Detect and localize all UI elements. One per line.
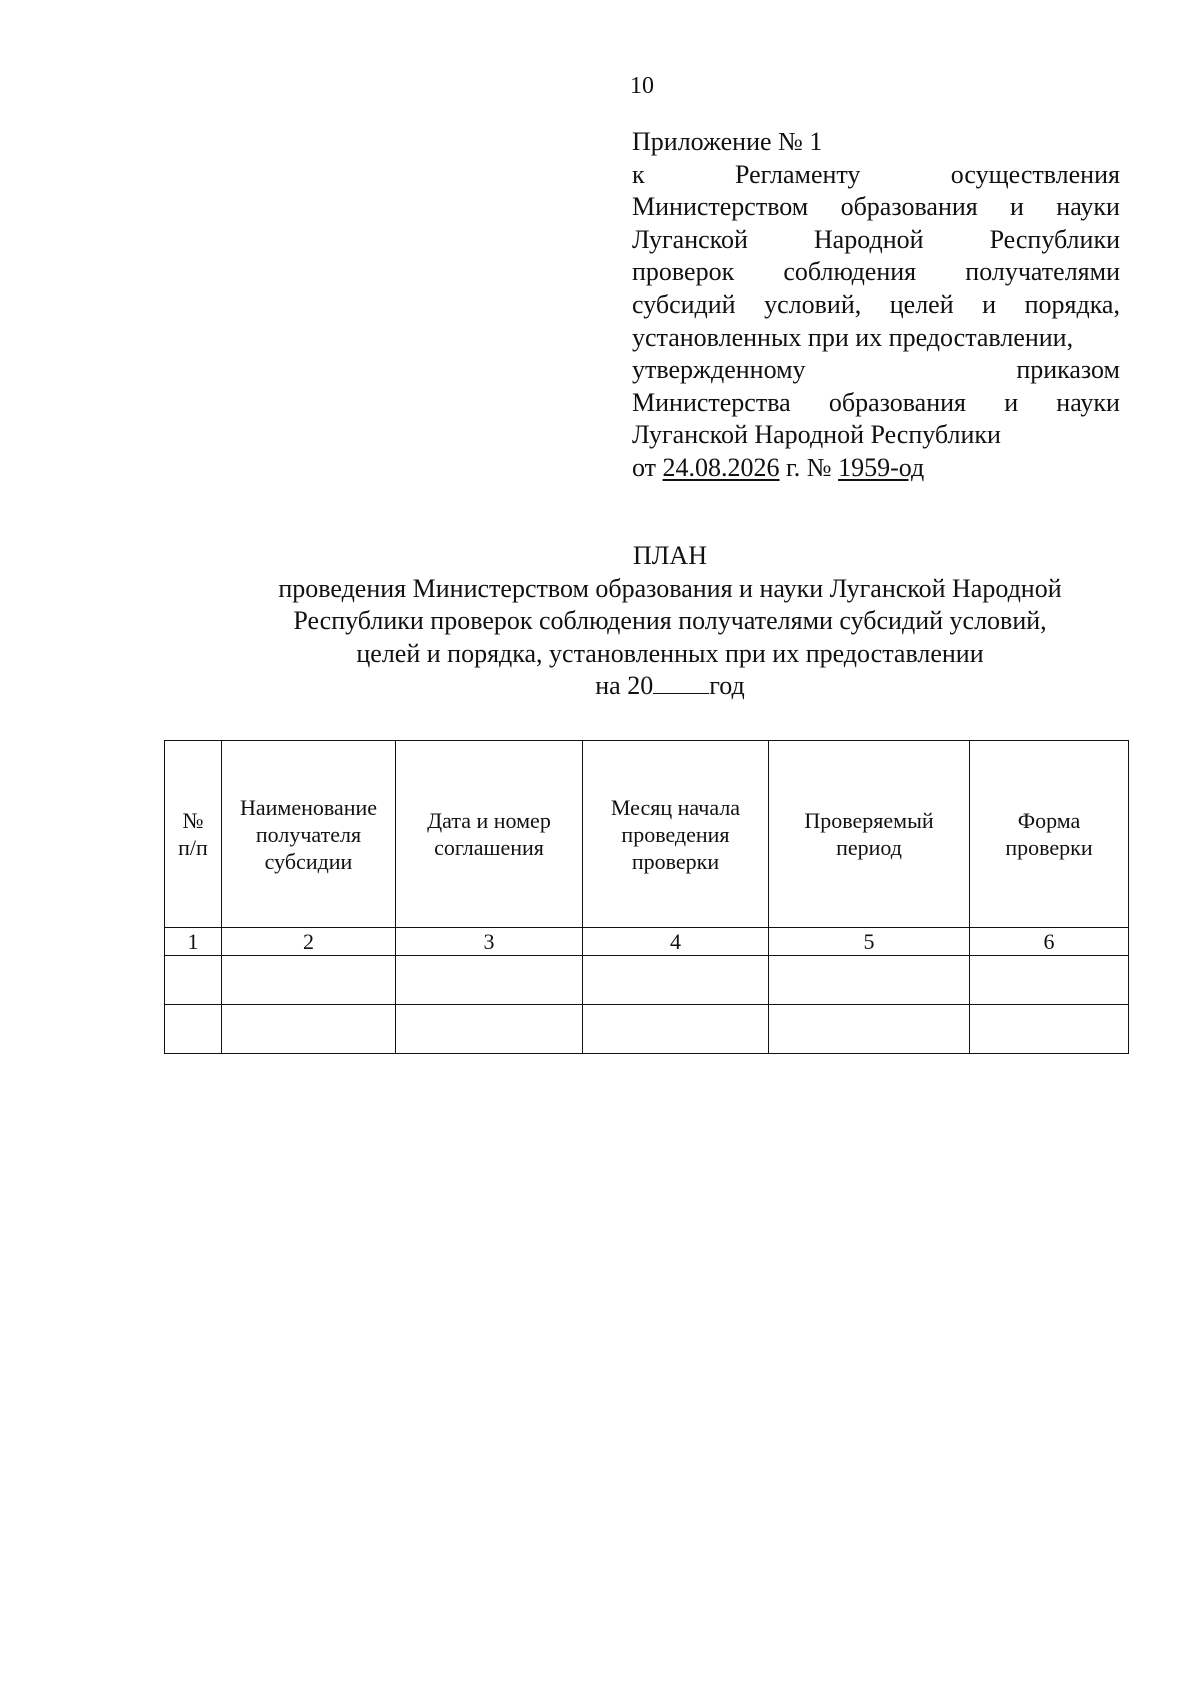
table-cell [396,1005,583,1054]
appendix-line-3: Министерством образования и науки [632,192,1120,222]
table-cell [222,956,396,1005]
header-period: Проверяемый период [769,741,970,928]
appendix-line-10: Луганской Народной Республики [632,420,1001,450]
header-recipient-name: Наименование получателя субсидии [222,741,396,928]
year-blank-field [653,671,709,694]
plan-table [164,740,1129,1054]
page-number: 10 [630,73,654,99]
table-cell [769,956,970,1005]
appendix-date-line: от 24.08.2026 г. № 1959-од [632,452,925,482]
header-start-month: Месяц начала проведения проверки [583,741,769,928]
order-number: 1959-од [838,452,925,482]
table-column-numbers-row [165,928,1129,956]
plan-subtitle-line-1: проведения Министерством образования и науки Луганской Народной [278,573,1062,603]
header-form: Форма проверки [970,741,1129,928]
column-number: 6 [970,928,1129,956]
header-agreement: Дата и номер соглашения [396,741,583,928]
plan-title: ПЛАН [633,541,707,570]
column-number: 4 [583,928,769,956]
table-cell [396,956,583,1005]
appendix-line-7: установленных при их предоставлении, [632,322,1074,352]
appendix-line-9: Министерства образования и науки [632,387,1120,417]
table-cell [583,1005,769,1054]
appendix-line-8: утвержденному приказом [632,355,1120,385]
appendix-block [632,126,1120,485]
header-number: № п/п [165,741,222,928]
table-cell [165,956,222,1005]
plan-subtitle-line-2: Республики проверок соблюдения получателями субсидий условий, [293,606,1047,636]
table-cell [583,956,769,1005]
table-cell [222,1005,396,1054]
table-row [165,1005,1129,1054]
appendix-title: Приложение № 1 [632,127,823,156]
column-number: 1 [165,928,222,956]
column-number: 2 [222,928,396,956]
plan-year-line: на 20 год [595,671,745,701]
appendix-line-4: Луганской Народной Республики [632,224,1120,254]
appendix-line-5: проверок соблюдения получателями [632,257,1120,287]
table-cell [769,1005,970,1054]
appendix-line-2: к Регламенту осуществления [632,159,1120,189]
table-header-row [165,741,1129,928]
plan-subtitle-line-3: целей и порядка, установленных при их предоставлении [356,638,984,668]
table-cell [165,1005,222,1054]
table-cell [970,1005,1129,1054]
column-number: 5 [769,928,970,956]
table-row [165,956,1129,1005]
plan-heading [0,540,1200,703]
table-cell [970,956,1129,1005]
appendix-line-6: субсидий условий, целей и порядка, [632,289,1120,319]
order-date: 24.08.2026 [662,452,780,482]
column-number: 3 [396,928,583,956]
